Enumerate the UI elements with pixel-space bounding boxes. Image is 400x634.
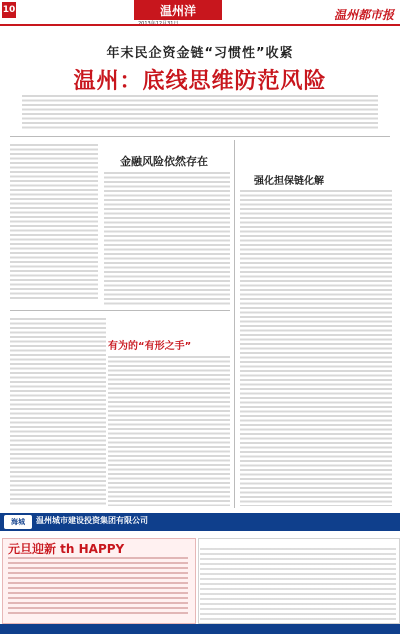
- right-col: [240, 190, 392, 506]
- left-mid-col1: [10, 318, 106, 506]
- column-divider: [234, 140, 235, 508]
- ad-left-title: 元旦迎新 th HAPPY: [8, 542, 125, 556]
- intro-text: [22, 95, 378, 129]
- newspaper-logo: 温州都市报: [333, 8, 394, 22]
- ad-title: 温州城市建设投资集团有限公司: [36, 516, 148, 525]
- ad-logo: 海城: [4, 515, 32, 529]
- masthead-divider: [0, 24, 400, 26]
- footer-strip: [0, 624, 400, 634]
- section-title: 温州洋: [134, 0, 222, 20]
- left-top-col1: [10, 144, 98, 300]
- section-divider: [10, 136, 390, 137]
- subhead-tangible-hand: 有为的“有形之手”: [108, 341, 192, 352]
- left-mid-col2: [108, 356, 230, 506]
- page-number: 10: [2, 2, 16, 18]
- ad-right-text: [200, 548, 396, 620]
- ad-left-text: [8, 557, 188, 615]
- subhead-guarantee-chain: 强化担保链化解: [254, 176, 324, 187]
- subhead-financial-risk: 金融风险依然存在: [120, 155, 208, 168]
- main-headline: 温州：底线思维防范风险: [73, 69, 327, 94]
- headline-kicker: 年末民企资金链“习惯性”收紧: [106, 46, 294, 61]
- masthead: [0, 0, 400, 24]
- left-top-col2: [104, 172, 230, 306]
- mid-divider: [10, 310, 230, 311]
